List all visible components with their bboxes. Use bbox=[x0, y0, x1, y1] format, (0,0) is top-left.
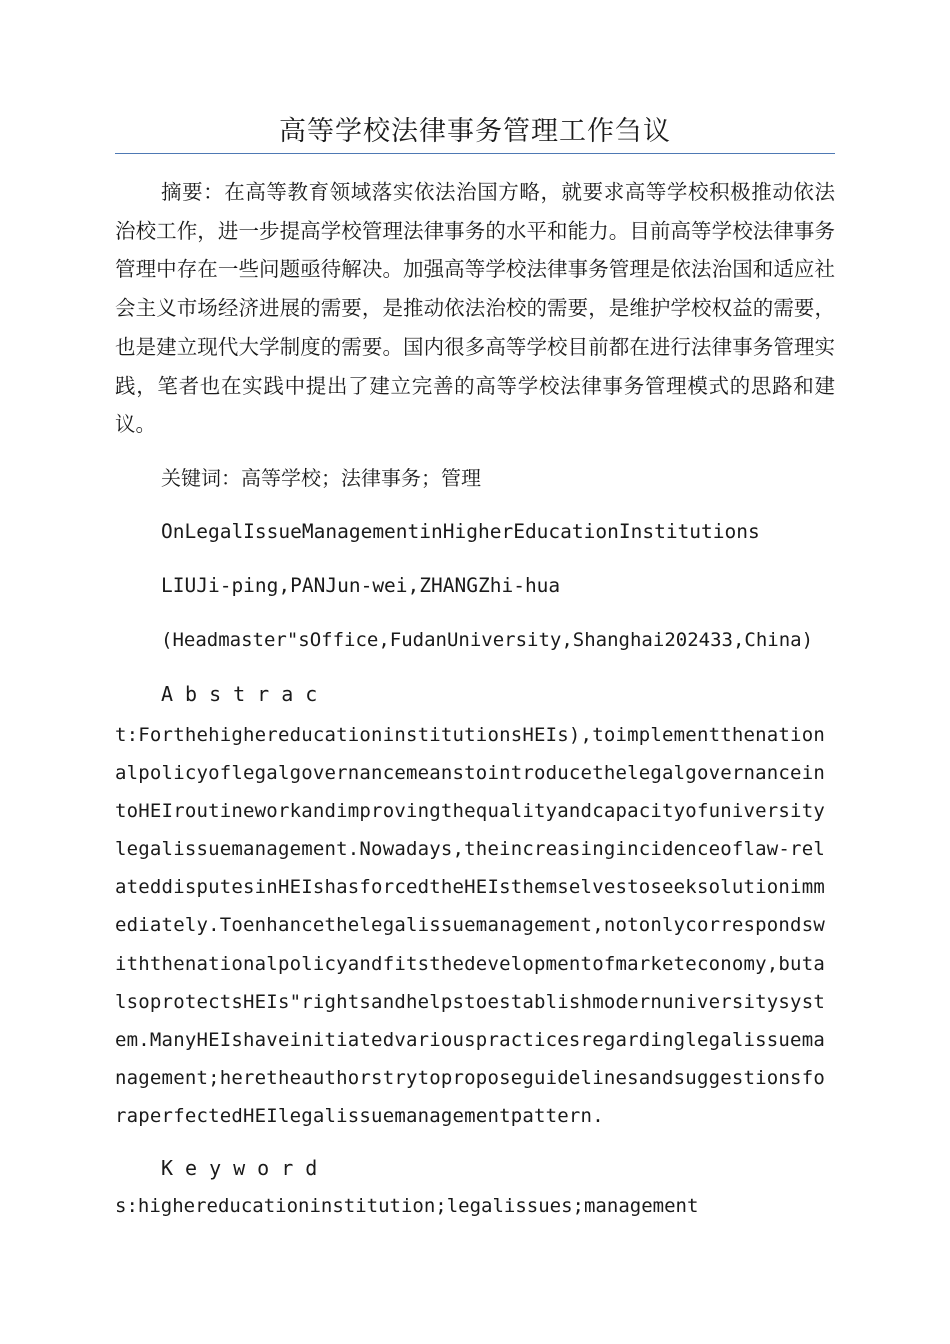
english-keywords: s:highereducationinstitution;legalissues;management bbox=[115, 1195, 699, 1217]
abstract-heading: Abstrac bbox=[161, 682, 330, 706]
english-authors: LIUJi-ping,PANJun-wei,ZHANGZhi-hua bbox=[161, 574, 561, 597]
chinese-keywords: 关键词：高等学校；法律事务；管理 bbox=[161, 466, 481, 490]
english-affiliation: (Headmaster"sOffice,FudanUniversity,Shanghai202433,China) bbox=[161, 629, 814, 651]
english-abstract: t:ForthehighereducationinstitutionsHEIs),toimplementthenationalpolicyoflegalgovernancemeanstointroducethelegalgovernanceintoHEIroutineworkandimprovingthequalityandcapacityofuniversitylegalissuemanagement.Nowadays,theincreasingincidenceoflaw-relateddisputesinHEIshasforcedtheHEIsthemselvestoseeksolutionimmediately.Toenhancethelegalissuemanagement,notonlycorrespondswiththenationalpolicyandfitsthedevelopmentofmarketeconomy,butalsoprotectsHEIs"rightsandhelpstoestablishmodernuniversitysystem.ManyHEIshaveinitiatedvariouspracticesregardinglegalissuemanagement;heretheauthorstrytoproposeguidelinesandsuggestionsforaperfectedHEIlegalissuemanagementpattern. bbox=[115, 724, 825, 1127]
keywords-heading: Keyword bbox=[161, 1156, 330, 1180]
english-title: OnLegalIssueManagementinHigherEducationInstitutions bbox=[161, 520, 760, 543]
title-underline bbox=[115, 153, 835, 154]
chinese-abstract: 摘要：在高等教育领域落实依法治国方略，就要求高等学校积极推动依法治校工作，进一步提高学校管理法律事务的水平和能力。目前高等学校法律事务管理中存在一些问题亟待解决。加强高等学校法律事务管理是依法治国和适应社会主义市场经济进展的需要，是推动依法治校的需要，是维护学校权益的需要，也是建立现代大学制度的需要。国内很多高等学校目前都在进行法律事务管理实践，笔者也在实践中提出了建立完善的高等学校法律事务管理模式的思路和建议。 bbox=[115, 180, 835, 437]
document-title: 高等学校法律事务管理工作刍议 bbox=[279, 116, 671, 147]
